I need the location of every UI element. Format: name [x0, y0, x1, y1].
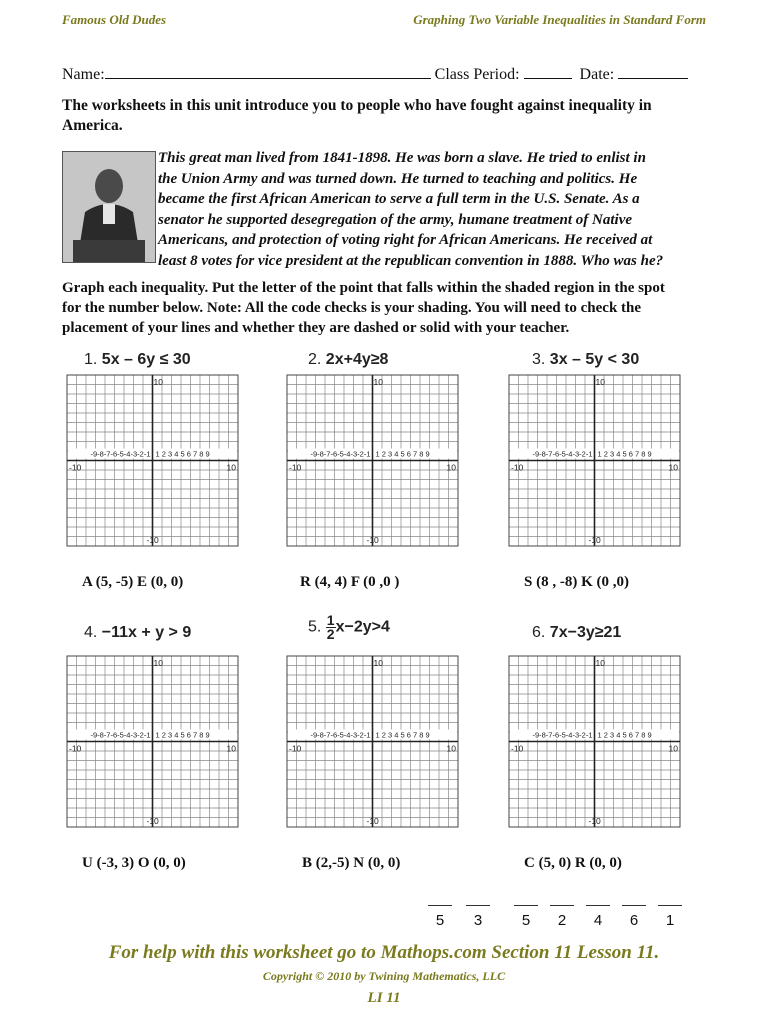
x-min-label: -10: [511, 462, 524, 473]
y-max-label: 10: [153, 658, 163, 668]
intro-text: The worksheets in this unit introduce you to people who have fought against inequality in America.: [62, 97, 652, 134]
help-text: For help with this worksheet go to Mathops.com Section 11 Lesson 11.: [108, 942, 660, 963]
x-max-label: 10: [668, 743, 678, 754]
positive-tick-labels: 1 2 3 4 5 6 7 8 9: [375, 730, 430, 740]
answer-key-number: 3: [473, 912, 483, 929]
negative-tick-labels: -9-8-7-6-5-4-3-2-1: [532, 730, 593, 740]
problem-2-inequality: 2x+4y≥8: [325, 351, 389, 368]
positive-tick-labels: 1 2 3 4 5 6 7 8 9: [597, 449, 652, 459]
problem-5-inequality: x−2y>4: [335, 618, 390, 636]
header-left: Famous Old Dudes: [62, 12, 167, 27]
answer-key-number: 4: [593, 912, 603, 929]
problem-1-choices: A (5, -5) E (0, 0): [82, 574, 184, 590]
fraction-one-half: $\frac{1}{2}$: [326, 612, 335, 642]
class-period-label: Class Period:: [434, 66, 520, 83]
problem-4-choices: U (-3, 3) O (0, 0): [82, 855, 186, 871]
coordinate-grid-1[interactable]: [66, 374, 239, 552]
problem-1-label: 1. 5x – 6y ≤ 30: [84, 351, 191, 368]
negative-tick-labels: -9-8-7-6-5-4-3-2-1: [310, 730, 371, 740]
x-min-label: -10: [289, 462, 302, 473]
y-min-label: -10: [366, 535, 379, 545]
problem-5-label: 5. $\frac{1}{2}$ x−2y>4: [308, 612, 390, 642]
negative-tick-labels: -9-8-7-6-5-4-3-2-1: [310, 449, 371, 459]
biography: [158, 148, 718, 271]
bio-line: least 8 votes for vice president at the republican convention in 1888. Who was he?: [158, 252, 664, 269]
answer-blank[interactable]: [466, 905, 490, 906]
problem-6-choices: C (5, 0) R (0, 0): [524, 855, 622, 871]
bio-line: This great man lived from 1841-1898. He was born a slave. He tried to enlist in: [158, 150, 646, 166]
copyright: Copyright © 2010 by Twining Mathematics, LLC: [262, 969, 506, 983]
y-max-label: 10: [373, 377, 383, 387]
answer-blank[interactable]: [622, 905, 646, 906]
bio-line: the Union Army and was turned down. He turned to teaching and politics. He: [158, 170, 638, 187]
problem-2-label: 2. 2x+4y≥8: [308, 351, 389, 368]
instruction-line: Graph each inequality. Put the letter of the point that falls within the shaded region in the spot: [62, 280, 665, 296]
problem-4-label: 4. −11x + y > 9: [84, 624, 192, 641]
answer-key-number: 6: [629, 912, 639, 929]
coordinate-grid-6[interactable]: [508, 655, 681, 833]
y-max-label: 10: [373, 658, 383, 668]
coordinate-grid-3[interactable]: [508, 374, 681, 552]
coordinate-grid-4[interactable]: [66, 655, 239, 833]
name-row: [62, 64, 688, 84]
header-right: Graphing Two Variable Inequalities in Standard Form: [413, 12, 706, 27]
problem-4-inequality: −11x + y > 9: [101, 624, 192, 641]
x-min-label: -10: [511, 743, 524, 754]
y-max-label: 10: [595, 377, 605, 387]
answer-blank[interactable]: [586, 905, 610, 906]
problem-3-choices: S (8 , -8) K (0 ,0): [524, 574, 629, 590]
instructions: [62, 278, 722, 338]
answer-blank[interactable]: [428, 905, 452, 906]
name-label: Name:: [62, 66, 105, 83]
answer-key-number: 2: [557, 912, 567, 929]
instruction-line: for the number below. Note: All the code checks is your shading. You will need to check the: [62, 300, 642, 316]
problem-3-inequality: 3x – 5y < 30: [549, 351, 640, 368]
bio-line: Americans, and protection of voting right for African Americans. He received at: [158, 232, 653, 248]
answer-key-number: 1: [665, 912, 675, 929]
positive-tick-labels: 1 2 3 4 5 6 7 8 9: [375, 449, 430, 459]
x-min-label: -10: [69, 743, 82, 754]
y-min-label: -10: [146, 535, 159, 545]
x-max-label: 10: [446, 462, 456, 473]
x-max-label: 10: [226, 462, 236, 473]
answer-key-number: 5: [435, 912, 445, 929]
x-max-label: 10: [446, 743, 456, 754]
problem-6-inequality: 7x−3y≥21: [549, 624, 622, 641]
y-min-label: -10: [366, 816, 379, 826]
y-min-label: -10: [588, 535, 601, 545]
date-label: Date:: [579, 66, 615, 83]
problem-2-choices: R (4, 4) F (0 ,0 ): [300, 574, 400, 590]
instruction-line: placement of your lines and whether they are dashed or solid with your teacher.: [62, 320, 570, 336]
name-field[interactable]: [105, 64, 431, 79]
negative-tick-labels: -9-8-7-6-5-4-3-2-1: [90, 730, 151, 740]
class-period-field[interactable]: [524, 64, 572, 79]
problem-3-label: 3. 3x – 5y < 30: [532, 351, 640, 368]
positive-tick-labels: 1 2 3 4 5 6 7 8 9: [155, 449, 210, 459]
positive-tick-labels: 1 2 3 4 5 6 7 8 9: [597, 730, 652, 740]
y-min-label: -10: [588, 816, 601, 826]
coordinate-grid-5[interactable]: [286, 655, 459, 833]
page-number: LI 11: [367, 990, 401, 1006]
x-max-label: 10: [668, 462, 678, 473]
problem-5-choices: B (2,-5) N (0, 0): [302, 855, 401, 871]
bio-line: became the first African American to serve a full term in the U.S. Senate. As a: [158, 191, 640, 207]
bio-line: senator he supported desegregation of the army, humane treatment of Native: [158, 211, 633, 228]
positive-tick-labels: 1 2 3 4 5 6 7 8 9: [155, 730, 210, 740]
answer-key-number: 5: [521, 912, 531, 929]
x-min-label: -10: [69, 462, 82, 473]
x-max-label: 10: [226, 743, 236, 754]
negative-tick-labels: -9-8-7-6-5-4-3-2-1: [90, 449, 151, 459]
date-field[interactable]: [618, 64, 688, 79]
y-max-label: 10: [595, 658, 605, 668]
answer-blank[interactable]: [550, 905, 574, 906]
y-min-label: -10: [146, 816, 159, 826]
negative-tick-labels: -9-8-7-6-5-4-3-2-1: [532, 449, 593, 459]
problem-6-label: 6. 7x−3y≥21: [532, 624, 622, 641]
answer-blank[interactable]: [658, 905, 682, 906]
y-max-label: 10: [153, 377, 163, 387]
portrait-image: [62, 151, 156, 263]
problem-1-inequality: 5x – 6y ≤ 30: [101, 351, 191, 368]
x-min-label: -10: [289, 743, 302, 754]
coordinate-grid-2[interactable]: [286, 374, 459, 552]
answer-blank[interactable]: [514, 905, 538, 906]
